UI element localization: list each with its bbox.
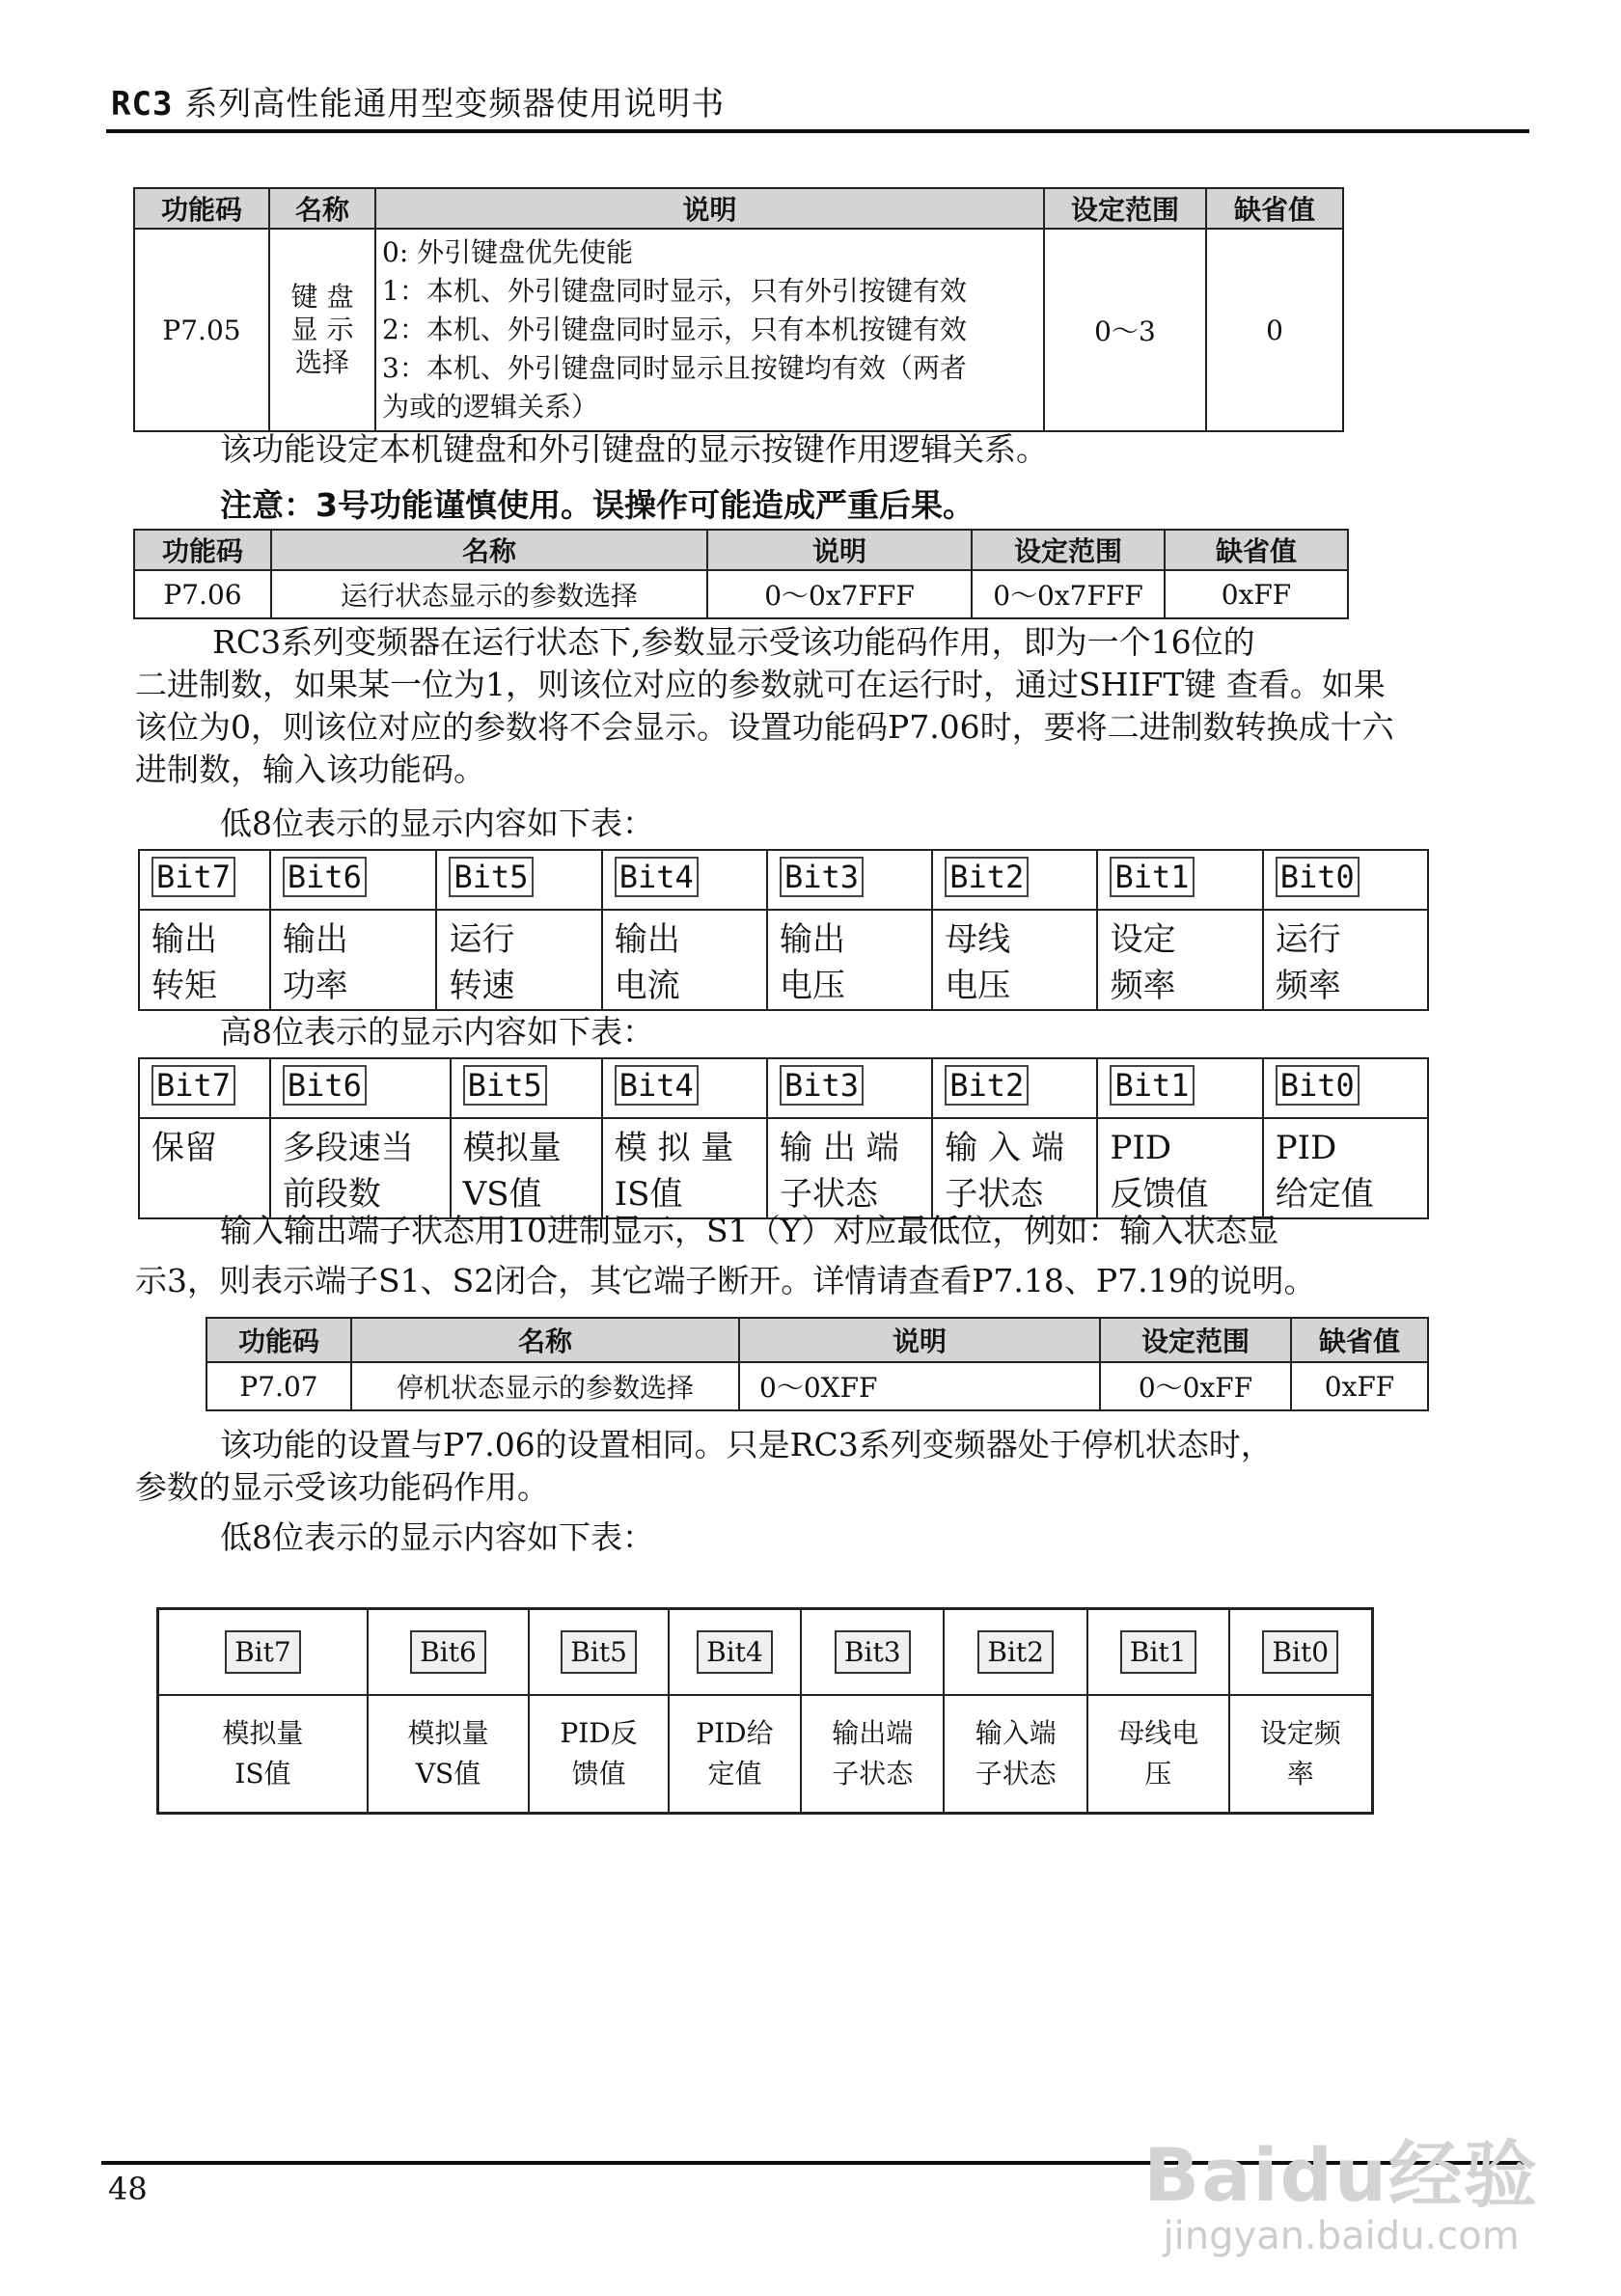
bit-cell	[932, 850, 1097, 910]
para-line: 输入输出端子状态用10进制显示，S1（Y）对应最低位，例如：输入状态显	[220, 1212, 1279, 1249]
bit-desc-cell	[368, 1695, 529, 1814]
col-header-desc: 说明	[375, 188, 1044, 229]
p705-desc	[375, 229, 1044, 431]
low8-caption-stop: 低8位表示的显示内容如下表：	[220, 1518, 654, 1556]
para-line: 示3，则表示端子S1、S2闭合，其它端子断开。详情请查看P7.18、P7.19的说明。	[135, 1262, 1316, 1299]
bit-desc-line: PID	[1275, 1129, 1337, 1167]
col-header-code: 功能码	[134, 530, 271, 570]
bit-desc-line: 电流	[614, 967, 680, 1005]
bit-desc-line: 运行	[449, 920, 515, 959]
bit-desc-line: 输出	[151, 920, 217, 959]
bit-desc-line: 电压	[779, 967, 845, 1005]
table-p707	[206, 1317, 1429, 1411]
p705-desc-line: 为或的逻辑关系）	[382, 391, 599, 423]
bit-desc-line: 反馈值	[1110, 1175, 1209, 1214]
bit-desc-line: 前段数	[282, 1175, 381, 1214]
bit-label: Bit5	[463, 1065, 547, 1106]
p707-range: 0～0xFF	[1100, 1362, 1291, 1410]
bit-desc-cell	[932, 910, 1097, 1010]
bit-desc-line: 输出	[614, 920, 680, 959]
bit-cell	[270, 850, 437, 910]
bit-desc-line: 子状态	[945, 1175, 1044, 1214]
bit-desc-cell	[1263, 1118, 1428, 1218]
bit-desc-cell	[767, 1118, 932, 1218]
p706-name: 运行状态显示的参数选择	[271, 570, 707, 618]
bit-cell	[1097, 850, 1262, 910]
para-run-state	[135, 621, 1525, 791]
bit-desc-line: 频率	[1275, 967, 1341, 1005]
bit-desc-line: 率	[1286, 1758, 1314, 1790]
bit-label: Bit1	[1110, 857, 1194, 897]
bit-desc-cell	[158, 1695, 368, 1814]
bit-desc-line: 功率	[282, 967, 348, 1005]
high8-caption: 高8位表示的显示内容如下表：	[220, 1013, 654, 1051]
bit-desc-line: 压	[1144, 1758, 1172, 1790]
bit-desc-line: 模 拟 量	[614, 1129, 734, 1167]
bit-desc-line: 模拟量	[407, 1717, 489, 1749]
bit-desc-cell	[1097, 910, 1262, 1010]
bit-desc-line: 定值	[707, 1758, 762, 1790]
bit-table-stop	[156, 1607, 1374, 1815]
para-line: RC3系列变频器在运行状态下,参数显示受该功能码作用，即为一个16位的	[212, 623, 1255, 661]
bit-desc-line: 母线电	[1117, 1717, 1199, 1749]
bit-desc-line: IS值	[234, 1758, 291, 1790]
bit-desc-cell	[139, 910, 270, 1010]
desc-row	[139, 910, 1428, 1010]
bit-desc-line: 转速	[449, 967, 515, 1005]
col-header-default: 缺省值	[1291, 1318, 1428, 1362]
bit-desc-cell	[944, 1695, 1086, 1814]
bit-cell	[801, 1609, 944, 1696]
p706-code: P7.06	[134, 570, 271, 618]
bit-label: Bit5	[449, 857, 533, 897]
bit-desc-line: 设定	[1110, 920, 1176, 959]
bit-desc-cell	[139, 1118, 270, 1218]
p705-default: 0	[1206, 229, 1343, 431]
bit-cell	[139, 1058, 270, 1118]
bit-desc-cell	[669, 1695, 801, 1814]
bit-cell	[1097, 1058, 1262, 1118]
bit-desc-cell	[801, 1695, 944, 1814]
para-terminal-state	[135, 1210, 1525, 1302]
bit-desc-line: VS值	[462, 1175, 542, 1214]
p705-desc-line: 1：本机、外引键盘同时显示，只有外引按键有效	[382, 275, 967, 307]
bit-label: Bit6	[283, 857, 367, 897]
col-header-range: 设定范围	[1100, 1318, 1291, 1362]
desc-row	[158, 1695, 1373, 1814]
col-header-code: 功能码	[134, 188, 269, 229]
low8-caption: 低8位表示的显示内容如下表：	[220, 805, 654, 842]
header-title: 系列高性能通用型变频器使用说明书	[184, 85, 726, 123]
bit-cell	[1263, 1058, 1428, 1118]
p706-desc: 0～0x7FFF	[707, 570, 972, 618]
bit-desc-cell	[436, 910, 601, 1010]
bit-label: Bit7	[151, 857, 235, 897]
bit-desc-line: PID	[1110, 1129, 1172, 1167]
p705-code: P7.05	[134, 229, 269, 431]
bit-desc-line: 多段速当	[282, 1129, 414, 1167]
bit-label: Bit1	[1110, 1065, 1194, 1106]
bit-label: Bit3	[835, 1630, 911, 1674]
col-header-name: 名称	[271, 530, 707, 570]
bit-cell	[944, 1609, 1086, 1696]
bit-label: Bit2	[977, 1630, 1054, 1674]
para-line: 二进制数，如果某一位为1，则该位对应的参数就可在运行时，通过SHIFT键 查看。如果	[135, 666, 1386, 703]
bit-desc-cell	[767, 910, 932, 1010]
bit-desc-line: 模拟量	[462, 1129, 562, 1167]
col-header-range: 设定范围	[1044, 188, 1206, 229]
bit-cell	[1087, 1609, 1229, 1696]
bit-cell	[368, 1609, 529, 1696]
bit-desc-line: 子状态	[779, 1175, 878, 1214]
watermark-url: jingyan.baidu.com	[1163, 2214, 1520, 2258]
bit-label: Bit5	[561, 1630, 637, 1674]
p706-range: 0～0x7FFF	[972, 570, 1165, 618]
bit-label: Bit3	[780, 1065, 864, 1106]
table-p706	[133, 529, 1349, 619]
col-header-default: 缺省值	[1206, 188, 1343, 229]
col-header-code: 功能码	[206, 1318, 351, 1362]
bit-label: Bit2	[945, 857, 1029, 897]
p707-name: 停机状态显示的参数选择	[351, 1362, 739, 1410]
bit-desc-line: VS值	[415, 1758, 481, 1790]
bit-label: Bit4	[615, 857, 699, 897]
bit-label: Bit0	[1276, 857, 1360, 897]
bit-desc-cell	[602, 1118, 767, 1218]
desc-row	[139, 1118, 1428, 1218]
bit-desc-line: 转矩	[151, 967, 217, 1005]
bit-cell	[767, 1058, 932, 1118]
bit-label: Bit4	[615, 1065, 699, 1106]
bit-desc-cell	[932, 1118, 1097, 1218]
p705-desc-line: 2：本机、外引键盘同时显示，只有本机按键有效	[382, 314, 967, 345]
bit-desc-line: 子状态	[832, 1758, 914, 1790]
bit-label: Bit6	[283, 1065, 367, 1106]
p707-default: 0xFF	[1291, 1362, 1428, 1410]
bit-row	[139, 850, 1428, 910]
bit-cell	[270, 1058, 451, 1118]
bit-desc-line: 设定频	[1259, 1717, 1341, 1749]
bit-table-low	[138, 849, 1429, 1011]
col-header-name: 名称	[269, 188, 375, 229]
p706-default: 0xFF	[1165, 570, 1348, 618]
page-number: 48	[108, 2171, 148, 2207]
bit-cell	[669, 1609, 801, 1696]
bit-label: Bit7	[225, 1630, 301, 1674]
bit-desc-line: 输入端	[975, 1717, 1057, 1749]
bit-cell	[1263, 850, 1428, 910]
p705-name-line: 选择	[294, 346, 349, 378]
bit-desc-line: 保留	[151, 1129, 217, 1167]
p705-name-line: 键 盘	[290, 281, 354, 313]
bit-desc-line: 给定值	[1275, 1175, 1374, 1214]
page-header	[111, 77, 725, 124]
table-p705	[133, 187, 1344, 432]
bit-label: Bit0	[1276, 1065, 1360, 1106]
bit-desc-line: IS值	[614, 1175, 683, 1214]
bit-desc-line: 电压	[945, 967, 1011, 1005]
bit-desc-cell	[451, 1118, 602, 1218]
warning-note: 注意：3号功能谨慎使用。误操作可能造成严重后果。	[220, 486, 975, 524]
bit-desc-cell	[270, 910, 437, 1010]
bit-row	[139, 1058, 1428, 1118]
header-brand: RC3	[111, 85, 174, 123]
para-line: 该功能的设置与P7.06的设置相同。只是RC3系列变频器处于停机状态时，	[220, 1426, 1273, 1463]
bit-desc-line: 输出	[282, 920, 348, 959]
bit-label: Bit7	[151, 1065, 235, 1106]
p707-code: P7.07	[206, 1362, 351, 1410]
bit-cell	[529, 1609, 669, 1696]
bit-desc-line: 子状态	[975, 1758, 1057, 1790]
bit-label: Bit1	[1120, 1630, 1196, 1674]
bit-desc-cell	[1229, 1695, 1373, 1814]
p705-desc-line: 0: 外引键盘优先使能	[382, 236, 634, 268]
bit-desc-cell	[1087, 1695, 1229, 1814]
bit-desc-cell	[1263, 910, 1428, 1010]
p705-desc-line: 3：本机、外引键盘同时显示且按键均有效（两者	[382, 352, 967, 384]
bit-desc-cell	[529, 1695, 669, 1814]
para-line: 该位为0，则该位对应的参数将不会显示。设置功能码P7.06时，要将二进制数转换成十六	[135, 708, 1394, 746]
bit-label: Bit4	[697, 1630, 773, 1674]
col-header-desc: 说明	[739, 1318, 1100, 1362]
bit-row	[158, 1609, 1373, 1696]
p705-range: 0～3	[1044, 229, 1206, 431]
para-line: 进制数，输入该功能码。	[135, 751, 485, 788]
bit-desc-line: 运行	[1275, 920, 1341, 959]
bit-desc-line: 模拟量	[222, 1717, 304, 1749]
bit-desc-line: 馈值	[571, 1758, 626, 1790]
bit-table-high	[138, 1057, 1429, 1219]
col-header-desc: 说明	[707, 530, 972, 570]
watermark	[1143, 2132, 1539, 2258]
bit-cell	[139, 850, 270, 910]
bit-cell	[932, 1058, 1097, 1118]
header-rule	[106, 129, 1529, 133]
bit-label: Bit3	[780, 857, 864, 897]
para-stop-state	[135, 1424, 1525, 1509]
watermark-logo: Baidu经验	[1143, 2132, 1539, 2218]
bit-cell	[602, 850, 767, 910]
col-header-default: 缺省值	[1165, 530, 1348, 570]
bit-desc-line: 频率	[1110, 967, 1176, 1005]
para-keyboard-logic: 该功能设定本机键盘和外引键盘的显示按键作用逻辑关系。	[220, 430, 1048, 468]
bit-desc-line: 输出端	[832, 1717, 914, 1749]
bit-desc-line: 输 入 端	[945, 1129, 1064, 1167]
bit-cell	[436, 850, 601, 910]
bit-cell	[602, 1058, 767, 1118]
bit-label: Bit2	[945, 1065, 1029, 1106]
bit-desc-cell	[270, 1118, 451, 1218]
bit-desc-line: PID反	[560, 1717, 638, 1749]
bit-label: Bit0	[1262, 1630, 1338, 1674]
para-line: 参数的显示受该功能码作用。	[135, 1468, 549, 1506]
bit-label: Bit6	[410, 1630, 486, 1674]
bit-desc-line: PID给	[696, 1717, 774, 1749]
col-header-range: 设定范围	[972, 530, 1165, 570]
p705-name	[269, 229, 375, 431]
bit-desc-cell	[1097, 1118, 1262, 1218]
bit-cell	[451, 1058, 602, 1118]
bit-desc-cell	[602, 910, 767, 1010]
p705-name-line: 显 示	[290, 314, 354, 345]
bit-cell	[1229, 1609, 1373, 1696]
bit-desc-line: 母线	[945, 920, 1011, 959]
col-header-name: 名称	[351, 1318, 739, 1362]
p707-desc: 0～0XFF	[739, 1362, 1100, 1410]
bit-cell	[767, 850, 932, 910]
bit-desc-line: 输 出 端	[779, 1129, 899, 1167]
bit-desc-line: 输出	[779, 920, 845, 959]
bit-cell	[158, 1609, 368, 1696]
